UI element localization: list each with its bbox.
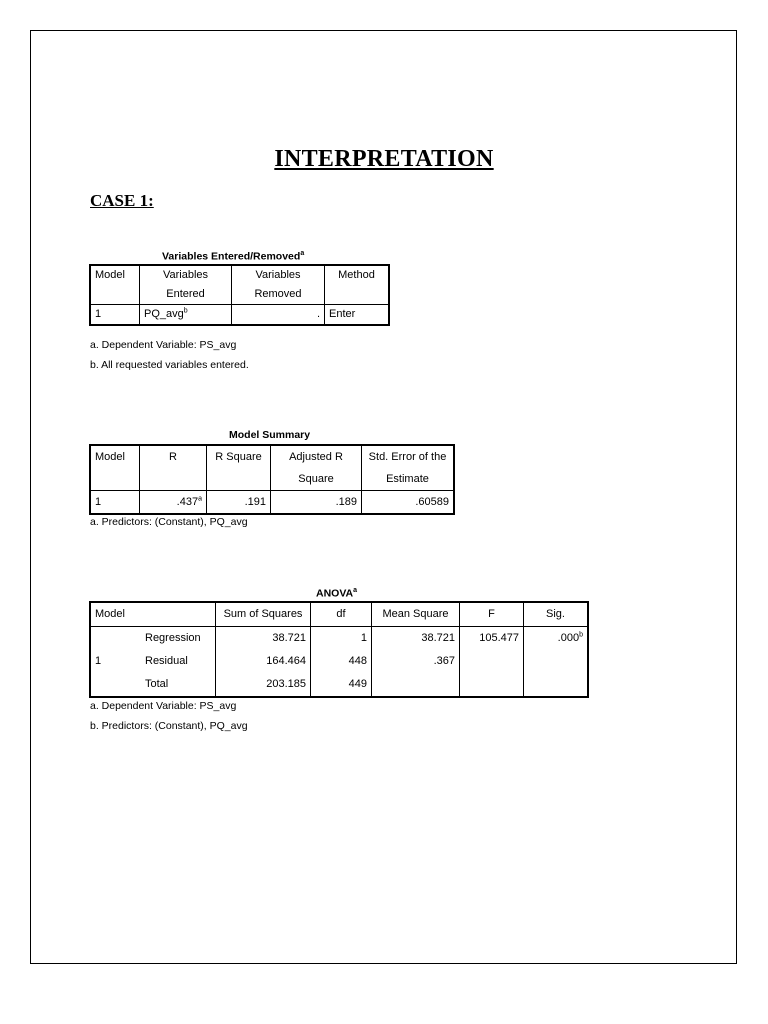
- cell-ss: 38.721: [216, 627, 311, 651]
- table-row: [90, 650, 588, 673]
- cell-source: Total: [145, 678, 169, 690]
- variables-entered-table: [89, 264, 390, 326]
- cell-sig: [524, 650, 589, 673]
- cell-ss: 164.464: [216, 650, 311, 673]
- table-row: [90, 627, 588, 651]
- cell-model: 1: [95, 496, 102, 508]
- cell-removed: .: [232, 305, 325, 326]
- header-model: Model: [95, 451, 125, 463]
- model-summary-title: Model Summary: [229, 429, 311, 441]
- table-note: a. Dependent Variable: PS_avg: [90, 339, 237, 351]
- header-method: Method: [325, 265, 390, 285]
- header-f: F: [460, 602, 524, 627]
- cell-df: 1: [311, 627, 372, 651]
- cell-f: [460, 673, 524, 697]
- header-entered: Variables: [140, 265, 232, 285]
- table-row: [90, 673, 588, 697]
- cell-sig: .000$^b$: [524, 627, 589, 651]
- model-summary-table: [89, 444, 455, 515]
- table-note: b. Predictors: (Constant), PQ_avg: [90, 720, 248, 732]
- cell-sig: [524, 673, 589, 697]
- header-std-error-2: Estimate: [362, 468, 455, 491]
- cell-model: 1: [95, 308, 102, 320]
- table-note: a. Dependent Variable: PS_avg: [90, 700, 237, 712]
- header-r-square: R Square: [207, 445, 271, 468]
- anova-table: [89, 601, 589, 698]
- header-removed-2: Removed: [232, 285, 325, 305]
- anova-title: ANOVA$^a$: [316, 587, 358, 600]
- table-note: a. Predictors: (Constant), PQ_avg: [90, 516, 248, 528]
- header-mean-square: Mean Square: [372, 602, 460, 627]
- header-df: df: [311, 602, 372, 627]
- cell-std-error: .60589: [362, 491, 455, 515]
- table-row: [90, 491, 454, 515]
- cell-ms: 38.721: [372, 627, 460, 651]
- header-model: Model: [95, 269, 125, 281]
- cell-r: .437$^a$: [140, 491, 207, 515]
- cell-source: Residual: [145, 655, 188, 667]
- table-row: [90, 305, 389, 326]
- case-heading: CASE 1:: [90, 191, 154, 210]
- cell-ss: 203.185: [216, 673, 311, 697]
- cell-r-square: .191: [207, 491, 271, 515]
- header-adjusted-2: Square: [271, 468, 362, 491]
- header-std-error: Std. Error of the: [362, 445, 455, 468]
- cell-f: 105.477: [460, 627, 524, 651]
- cell-df: 449: [311, 673, 372, 697]
- cell-method: Enter: [325, 305, 390, 326]
- cell-entered: PQ_avg$^b$: [140, 305, 232, 326]
- variables-table-title: Variables Entered/Removed$^a$: [162, 250, 305, 263]
- cell-model: 1: [95, 655, 102, 667]
- table-note: b. All requested variables entered.: [90, 359, 249, 371]
- header-entered-2: Entered: [140, 285, 232, 305]
- cell-f: [460, 650, 524, 673]
- header-model: Model: [90, 602, 216, 627]
- cell-ms: .367: [372, 650, 460, 673]
- header-sum-of-squares: Sum of Squares: [216, 602, 311, 627]
- header-r: R: [140, 445, 207, 468]
- cell-adjusted: .189: [271, 491, 362, 515]
- page-heading: INTERPRETATION: [274, 146, 494, 172]
- header-removed: Variables: [232, 265, 325, 285]
- header-adjusted: Adjusted R: [271, 445, 362, 468]
- cell-ms: [372, 673, 460, 697]
- cell-source: Regression: [145, 632, 201, 644]
- cell-df: 448: [311, 650, 372, 673]
- header-sig: Sig.: [524, 602, 589, 627]
